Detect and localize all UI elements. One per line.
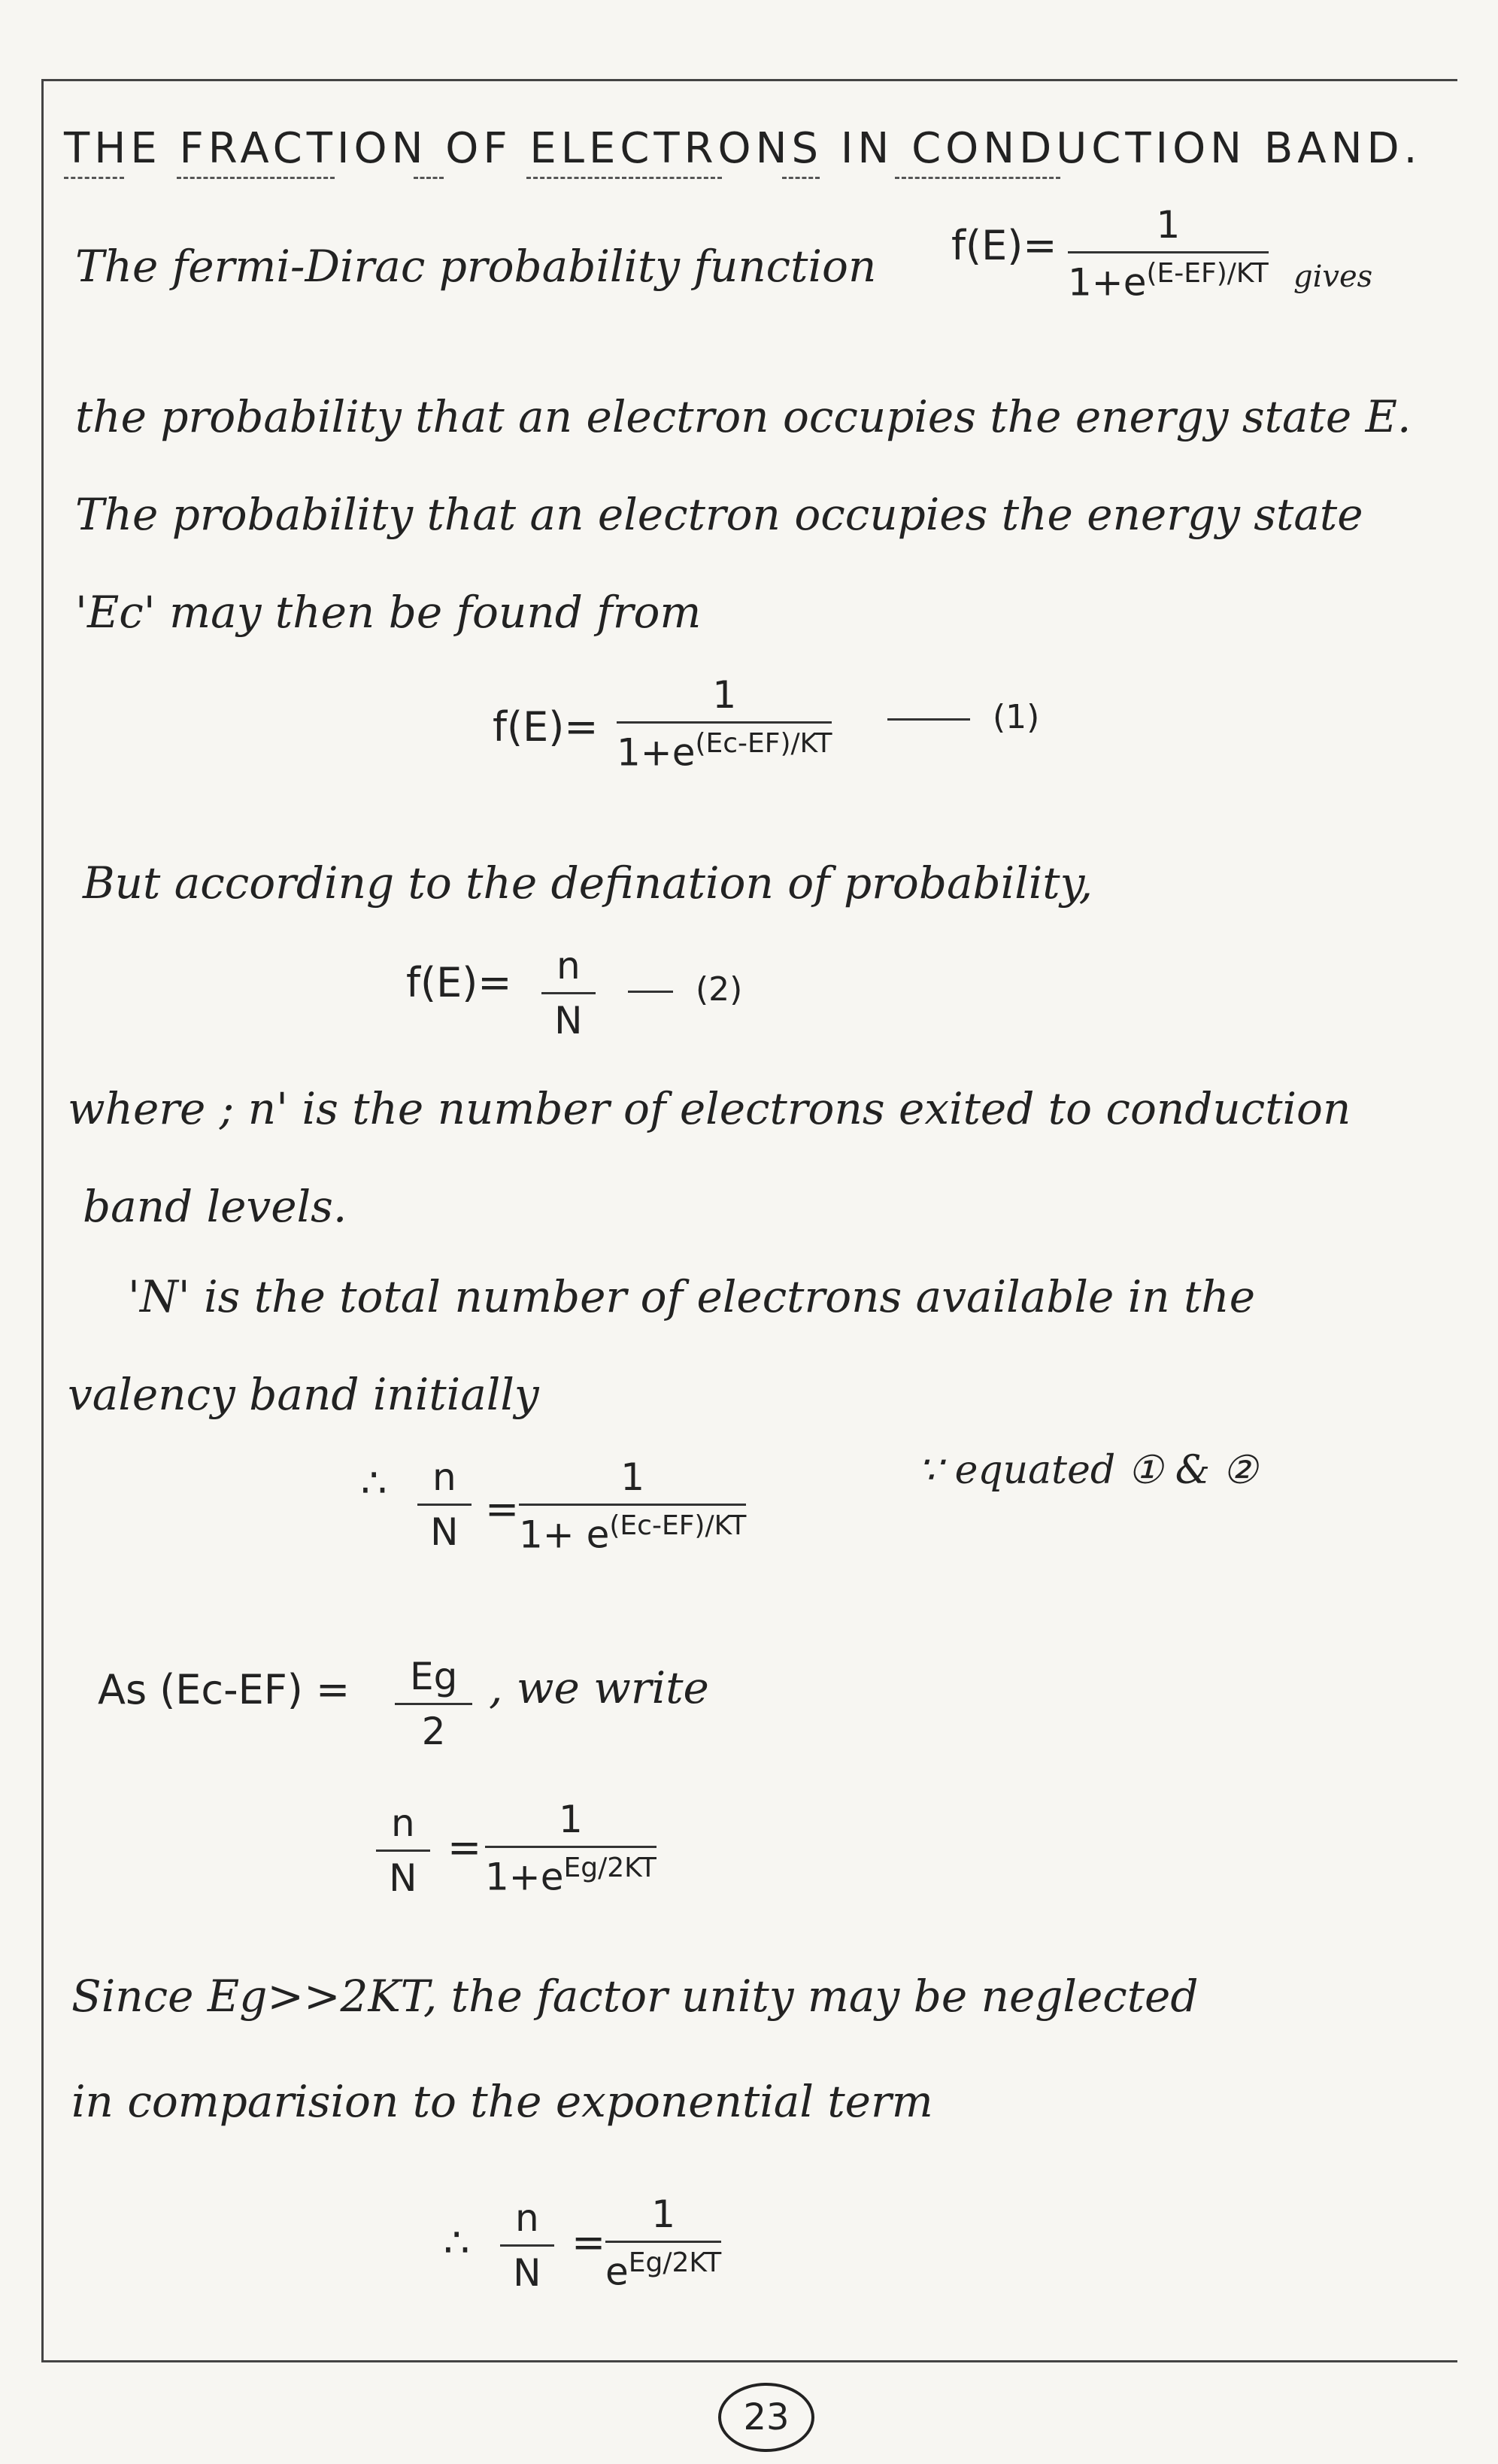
- page-number: 23: [718, 2383, 814, 2452]
- fraction-numerator: 1: [620, 1455, 645, 1499]
- eq2-lhs: f(E)=: [406, 959, 512, 1006]
- as-line-tail: , we write: [489, 1662, 709, 1713]
- title-underline: [414, 177, 444, 179]
- fraction-denominator: $1+e^{Eg/2KT}$: [485, 1853, 657, 1899]
- eq1-fraction: [617, 673, 832, 775]
- eq3-lhs-fraction: [417, 1455, 472, 1554]
- fraction-numerator: n: [556, 944, 581, 988]
- title-underline: [64, 177, 124, 179]
- since-line-2: in comparision to the exponential term: [71, 2076, 933, 2127]
- fraction-numerator: 1: [1156, 203, 1181, 247]
- function-lhs: f(E)=: [951, 222, 1057, 269]
- intro-line-2: the probability that an electron occupies the energy state E.: [75, 391, 1412, 442]
- fraction-denominator: N: [430, 1510, 459, 1554]
- eq5-rhs-fraction: [605, 2192, 721, 2294]
- fermi-dirac-fraction: [1068, 203, 1269, 305]
- therefore-symbol: ∴: [444, 2219, 470, 2266]
- where-line-1: where ; n' is the number of electrons exited to conduction: [68, 1083, 1351, 1134]
- fraction-denominator: $1+e^{(E-EF)/KT}$: [1068, 258, 1269, 305]
- as-line-lead: As (Ec-EF) =: [98, 1666, 350, 1713]
- fraction-numerator: 1: [559, 1798, 583, 1841]
- eg-half-fraction: [395, 1655, 472, 1753]
- intro-line-3: The probability that an electron occupies the energy state: [75, 489, 1363, 540]
- fraction-denominator: 2: [421, 1710, 446, 1753]
- eq1-lhs: f(E)=: [493, 703, 599, 751]
- intro-text: The fermi-Dirac probability function: [75, 241, 877, 292]
- fraction-denominator: N: [389, 1856, 417, 1900]
- total-line-2: valency band initially: [68, 1369, 539, 1420]
- intro-line-4: 'Ec' may then be found from: [75, 587, 702, 638]
- eq2-label: (2): [628, 970, 742, 1009]
- gives-text: gives: [1293, 259, 1373, 294]
- page-title: THE FRACTION OF ELECTRONS IN CONDUCTION BAND.: [64, 124, 1422, 173]
- fraction-denominator: N: [554, 999, 583, 1042]
- fraction-numerator: n: [515, 2196, 539, 2240]
- where-line-2: band levels.: [83, 1181, 347, 1232]
- eq3-rhs-fraction: [519, 1455, 746, 1557]
- equated-note: ∵ equated ① & ②: [917, 1448, 1258, 1493]
- fraction-numerator: n: [391, 1801, 415, 1845]
- fraction-denominator: $1+ e^{(Ec-EF)/KT}$: [519, 1510, 747, 1557]
- therefore-symbol: ∴: [361, 1459, 387, 1507]
- title-underline: [177, 177, 335, 179]
- fraction-denominator: $1+e^{(Ec-EF)/KT}$: [617, 728, 832, 775]
- eq2-fraction: [541, 944, 596, 1042]
- equals-sign: =: [572, 2219, 606, 2266]
- since-line-1: Since Eg>>2KT, the factor unity may be neglected: [71, 1971, 1199, 2022]
- fraction-numerator: 1: [712, 673, 737, 717]
- eq4-rhs-fraction: [485, 1798, 657, 1899]
- fraction-denominator: N: [513, 2251, 541, 2295]
- total-line-1: 'N' is the total number of electrons available in the: [128, 1271, 1256, 1322]
- title-underline: [526, 177, 722, 179]
- eq1-label: (1): [887, 698, 1039, 736]
- title-underline: [782, 177, 820, 179]
- fraction-numerator: n: [432, 1455, 456, 1499]
- fraction-numerator: 1: [651, 2192, 675, 2236]
- eq4-lhs-fraction: [376, 1801, 430, 1900]
- equals-sign: =: [485, 1485, 520, 1533]
- definition-text: But according to the defination of probability,: [83, 857, 1093, 909]
- equals-sign: =: [447, 1824, 482, 1871]
- fraction-denominator: $e^{Eg/2KT}$: [605, 2247, 722, 2294]
- eq5-lhs-fraction: [500, 2196, 554, 2295]
- fraction-numerator: Eg: [410, 1655, 458, 1698]
- title-underline: [895, 177, 1060, 179]
